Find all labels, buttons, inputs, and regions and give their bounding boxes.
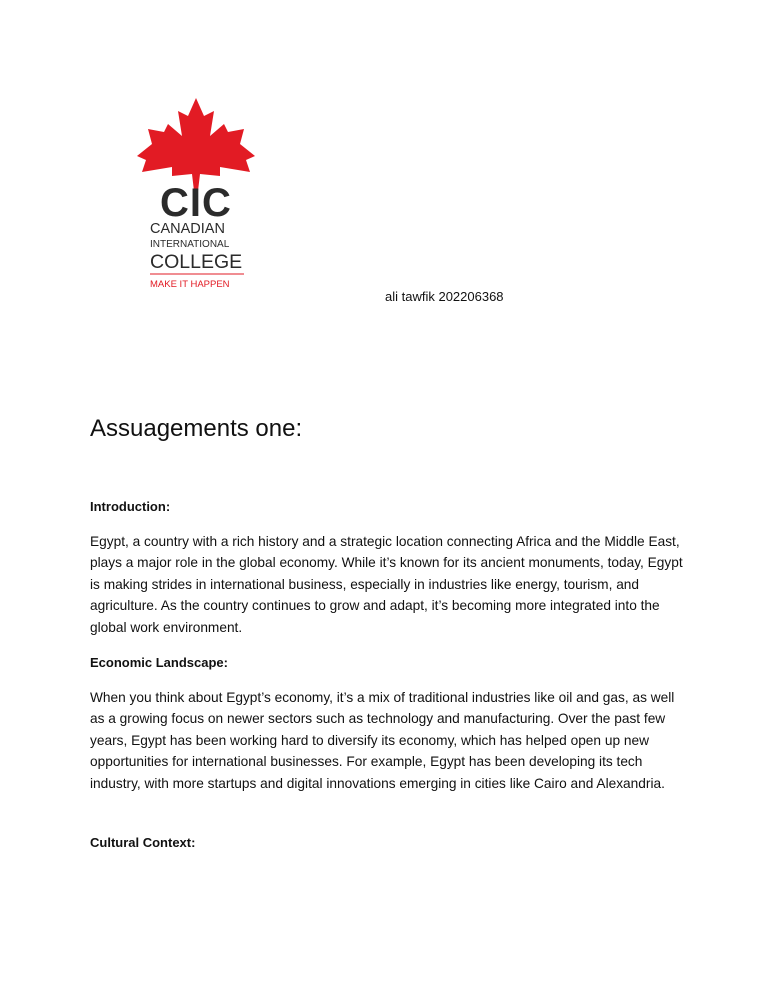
section-heading: Cultural Context:	[90, 835, 196, 850]
college-logo	[134, 96, 258, 296]
intro-section	[90, 498, 690, 638]
logo-line-3: COLLEGE	[150, 251, 243, 273]
logo-line-2: INTERNATIONAL	[150, 239, 230, 250]
logo-letters: CIC	[160, 181, 232, 225]
section-heading: Introduction:	[90, 499, 171, 514]
document-title: Assuagements one:	[90, 415, 303, 442]
logo-tagline: MAKE IT HAPPEN	[150, 279, 230, 290]
logo-line-1: CANADIAN	[150, 221, 225, 237]
maple-leaf-icon	[137, 98, 255, 191]
economic-section	[90, 654, 690, 794]
section-heading: Economic Landscape:	[90, 655, 228, 670]
cultural-section	[90, 834, 690, 852]
section-paragraph: When you think about Egypt’s economy, it’s a mix of traditional industries like oil and gas, as well as a growing focus on newer sectors such as technology and manufacturing. Over the past few years, Egypt has been working hard to diversify its economy, which has helped open up new opportunities for international businesses. For example, Egypt has been developing its tech industry, with more startups and digital innovations emerging in cities like Cairo and Alexandria.	[90, 690, 675, 791]
author-line: ali tawfik 202206368	[385, 289, 504, 304]
section-paragraph: Egypt, a country with a rich history and a strategic location connecting Africa and the Middle East, plays a major role in the global economy. While it’s known for its ancient monuments, today, Egypt is making strides in international business, especially in industries like energy, tourism, and agriculture. As the country continues to grow and adapt, it’s becoming more integrated into the global work environment.	[90, 534, 683, 635]
